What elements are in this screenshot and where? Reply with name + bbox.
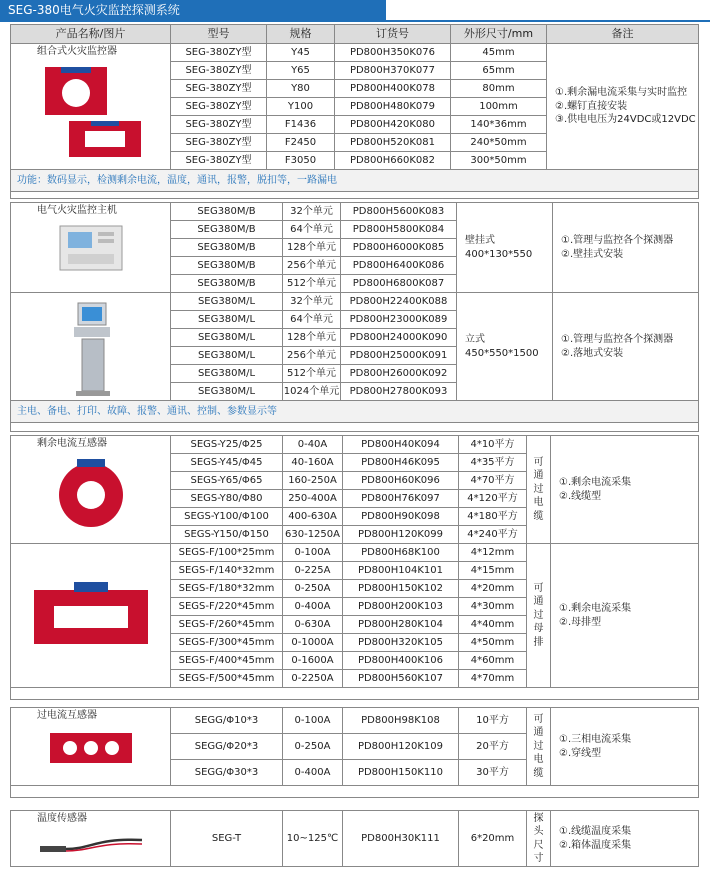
model-cell: SEG-T (171, 811, 283, 867)
dimension-cell: 80mm (451, 80, 547, 98)
spec-cell: 64个单元 (283, 311, 341, 329)
spacer-cell (11, 688, 699, 700)
dimension-cell: 4*60mm (459, 652, 527, 670)
order-no-cell: PD800H24000K090 (341, 329, 457, 347)
spec-cell: F1436 (267, 116, 335, 134)
remark-line: ①.剩余电流采集 (559, 603, 632, 614)
model-cell: SEGS-Y100/Φ100 (171, 508, 283, 526)
vertical-label-cell (527, 544, 551, 688)
order-no-cell: PD800H22400K088 (341, 293, 457, 311)
order-no-cell: PD800H150K110 (343, 760, 459, 786)
temp-sensor-image (36, 830, 146, 860)
order-no-cell: PD800H46K095 (343, 454, 459, 472)
order-no-cell: PD800H6400K086 (341, 257, 457, 275)
order-no-cell: PD800H150K102 (343, 580, 459, 598)
remark-line: ②.壁挂式安装 (561, 248, 624, 260)
model-cell: SEG380M/B (171, 221, 283, 239)
category-label: 剩余电流互感器 (37, 438, 107, 449)
model-cell: SEG-380ZY型 (171, 44, 267, 62)
spec-cell: 128个单元 (283, 239, 341, 257)
vertical-label: 可通过电缆 (533, 456, 544, 522)
order-no-cell: PD800H420K080 (335, 116, 451, 134)
dimension-cell: 6*20mm (459, 811, 527, 867)
ring-ct-image (55, 455, 127, 535)
model-cell: SEG380M/B (171, 203, 283, 221)
dimension-cell: 4*120平方 (459, 490, 527, 508)
order-no-cell: PD800H6800K087 (341, 275, 457, 293)
dimension-size: 400*130*550 (465, 248, 533, 260)
vertical-label-cell (527, 708, 551, 786)
spec-cell: 0-1600A (283, 652, 343, 670)
order-no-cell: PD800H200K103 (343, 598, 459, 616)
vertical-label-cell (527, 811, 551, 867)
header-dimension: 外形尺寸/mm (451, 25, 547, 44)
dimension-cell: 30平方 (459, 760, 527, 786)
spec-cell: 0-225A (283, 562, 343, 580)
vertical-label: 探头尺寸 (533, 812, 544, 864)
order-no-cell: PD800H660K082 (335, 152, 451, 170)
order-no-cell: PD800H560K107 (343, 670, 459, 688)
dimension-cell: 4*240平方 (459, 526, 527, 544)
remark-line: ①.管理与监控各个探测器 (561, 235, 674, 246)
remark-line: ②.箱体温度采集 (559, 839, 632, 851)
model-cell: SEGS-F/100*25mm (171, 544, 283, 562)
model-cell: SEG-380ZY型 (171, 152, 267, 170)
spacer-row (11, 192, 699, 199)
order-no-cell: PD800H104K101 (343, 562, 459, 580)
model-cell: SEG380M/L (171, 329, 283, 347)
spec-cell: 0-40A (283, 436, 343, 454)
spec-cell: 0-2250A (283, 670, 343, 688)
category-label: 过电流互感器 (37, 710, 97, 721)
spec-cell: Y80 (267, 80, 335, 98)
model-cell: SEGS-F/260*45mm (171, 616, 283, 634)
spec-cell: 256个单元 (283, 347, 341, 365)
order-no-cell: PD800H350K076 (335, 44, 451, 62)
table-row (11, 544, 699, 562)
spec-cell: 0-400A (283, 598, 343, 616)
spec-cell: 630-1250A (283, 526, 343, 544)
page-title: SEG-380电气火灾监控探测系统 (0, 0, 386, 20)
table-section-4 (10, 707, 699, 798)
product-cell-host (11, 203, 171, 293)
spec-cell: 0-100A (283, 708, 343, 734)
header-spec: 规格 (267, 25, 335, 44)
table-row (11, 811, 699, 867)
dimension-size: 450*550*1500 (465, 347, 539, 359)
order-no-cell: PD800H98K108 (343, 708, 459, 734)
dimension-type: 立式 (465, 334, 485, 345)
spec-cell: 0-250A (283, 734, 343, 760)
table-row (11, 708, 699, 734)
order-no-cell: PD800H60K096 (343, 472, 459, 490)
order-no-cell: PD800H25000K091 (341, 347, 457, 365)
model-cell: SEGS-F/140*32mm (171, 562, 283, 580)
spec-cell: 64个单元 (283, 221, 341, 239)
vertical-label: 可通过电缆 (533, 713, 544, 779)
remark-cell (551, 708, 699, 786)
order-no-cell: PD800H26000K092 (341, 365, 457, 383)
model-cell: SEG380M/L (171, 365, 283, 383)
model-cell: SEG-380ZY型 (171, 134, 267, 152)
remark-cell (553, 203, 699, 293)
dimension-cell: 65mm (451, 62, 547, 80)
spec-cell: 400-630A (283, 508, 343, 526)
model-cell: SEGS-Y80/Φ80 (171, 490, 283, 508)
remark-line: ②.母排型 (559, 616, 602, 628)
remark-cell (553, 293, 699, 401)
dimension-cell (457, 203, 553, 293)
combined-monitor-image (31, 63, 151, 163)
spec-cell: 250-400A (283, 490, 343, 508)
remark-cell (547, 44, 699, 170)
table-section-2 (10, 202, 699, 432)
model-cell: SEG380M/L (171, 293, 283, 311)
spec-cell: F2450 (267, 134, 335, 152)
spec-cell: 40-160A (283, 454, 343, 472)
feature-row (11, 170, 699, 192)
spec-cell: F3050 (267, 152, 335, 170)
spacer-cell (11, 192, 699, 199)
model-cell: SEGS-F/300*45mm (171, 634, 283, 652)
order-no-cell: PD800H5800K084 (341, 221, 457, 239)
dimension-cell: 140*36mm (451, 116, 547, 134)
order-no-cell: PD800H280K104 (343, 616, 459, 634)
order-no-cell: PD800H5600K083 (341, 203, 457, 221)
category-label: 电气火灾监控主机 (37, 205, 117, 216)
spec-cell: 10~125℃ (283, 811, 343, 867)
model-cell: SEGG/Φ30*3 (171, 760, 283, 786)
dimension-cell: 4*70mm (459, 670, 527, 688)
product-cell-residual-ct (11, 436, 171, 544)
spacer-cell (11, 786, 699, 798)
remark-line: ②.线缆型 (559, 490, 602, 502)
model-cell: SEG-380ZY型 (171, 98, 267, 116)
product-cell-busbar-ct (11, 544, 171, 688)
order-no-cell: PD800H370K077 (335, 62, 451, 80)
dimension-cell: 300*50mm (451, 152, 547, 170)
product-cell-floor-host (11, 293, 171, 401)
spacer-row (11, 688, 699, 700)
order-no-cell: PD800H400K078 (335, 80, 451, 98)
remark-line: ①.剩余电流采集 (559, 477, 632, 488)
table-section-3 (10, 435, 699, 700)
spec-cell: 0-400A (283, 760, 343, 786)
three-hole-ct-image (46, 727, 136, 767)
spec-cell: 256个单元 (283, 257, 341, 275)
dimension-cell: 4*15mm (459, 562, 527, 580)
remark-line: ①.三相电流采集 (559, 734, 632, 745)
spec-cell: 128个单元 (283, 329, 341, 347)
spec-cell: Y45 (267, 44, 335, 62)
dimension-cell: 4*30mm (459, 598, 527, 616)
product-cell-monitor (11, 44, 171, 170)
spec-cell: 0-250A (283, 580, 343, 598)
model-cell: SEGS-F/500*45mm (171, 670, 283, 688)
spec-cell: Y100 (267, 98, 335, 116)
dimension-cell: 100mm (451, 98, 547, 116)
model-cell: SEGS-F/220*45mm (171, 598, 283, 616)
dimension-cell: 4*20mm (459, 580, 527, 598)
order-no-cell: PD800H40K094 (343, 436, 459, 454)
dimension-cell: 4*180平方 (459, 508, 527, 526)
model-cell: SEGS-F/180*32mm (171, 580, 283, 598)
table-section-1 (10, 24, 699, 199)
order-no-cell: PD800H120K099 (343, 526, 459, 544)
category-label: 温度传感器 (37, 813, 87, 824)
model-cell: SEGS-Y150/Φ150 (171, 526, 283, 544)
order-no-cell: PD800H27800K093 (341, 383, 457, 401)
dimension-type: 壁挂式 (465, 235, 495, 246)
header-model: 型号 (171, 25, 267, 44)
dimension-cell: 10平方 (459, 708, 527, 734)
table-row (11, 44, 699, 62)
order-no-cell: PD800H320K105 (343, 634, 459, 652)
model-cell: SEG-380ZY型 (171, 62, 267, 80)
model-cell: SEG380M/L (171, 383, 283, 401)
spacer-cell (11, 423, 699, 432)
product-cell-overcurrent-ct (11, 708, 171, 786)
model-cell: SEG380M/B (171, 239, 283, 257)
model-cell: SEG380M/B (171, 275, 283, 293)
model-cell: SEG380M/L (171, 347, 283, 365)
order-no-cell: PD800H400K106 (343, 652, 459, 670)
spec-cell: 160-250A (283, 472, 343, 490)
table-header-row (11, 25, 699, 44)
model-cell: SEGS-Y65/Φ65 (171, 472, 283, 490)
table-section-5 (10, 810, 699, 867)
model-cell: SEGG/Φ20*3 (171, 734, 283, 760)
remark-cell (551, 811, 699, 867)
model-cell: SEGG/Φ10*3 (171, 708, 283, 734)
feature-text: 功能：数码显示，检测剩余电流，温度，通讯，报警，脱扣等，一路漏电 (11, 170, 699, 192)
order-no-cell: PD800H23000K089 (341, 311, 457, 329)
order-no-cell: PD800H90K098 (343, 508, 459, 526)
remark-line: ②.穿线型 (559, 747, 602, 759)
table-row (11, 293, 699, 311)
spec-cell: 512个单元 (283, 275, 341, 293)
spec-cell: 0-100A (283, 544, 343, 562)
table-row (11, 436, 699, 454)
dimension-cell: 4*50mm (459, 634, 527, 652)
spec-cell: 32个单元 (283, 293, 341, 311)
remark-line: ①.线缆温度采集 (559, 826, 632, 837)
header-product: 产品名称/图片 (11, 25, 171, 44)
model-cell: SEG380M/B (171, 257, 283, 275)
header-order-no: 订货号 (335, 25, 451, 44)
vertical-label-cell (527, 436, 551, 544)
dimension-cell: 4*40mm (459, 616, 527, 634)
order-no-cell: PD800H30K111 (343, 811, 459, 867)
remark-line: ①.剩余漏电流采集与实时监控 (555, 87, 688, 99)
spacer-row (11, 786, 699, 798)
dimension-cell (457, 293, 553, 401)
floor-host-image (56, 299, 126, 399)
spec-cell: 32个单元 (283, 203, 341, 221)
title-rule (0, 20, 710, 22)
remark-line: ③.供电电压为24VDC或12VDC (555, 114, 696, 126)
order-no-cell: PD800H6000K085 (341, 239, 457, 257)
dimension-cell: 20平方 (459, 734, 527, 760)
model-cell: SEGS-F/400*45mm (171, 652, 283, 670)
model-cell: SEGS-Y45/Φ45 (171, 454, 283, 472)
order-no-cell: PD800H120K109 (343, 734, 459, 760)
feature-row (11, 401, 699, 423)
spec-cell: 512个单元 (283, 365, 341, 383)
busbar-ct-image (26, 574, 156, 654)
dimension-cell: 240*50mm (451, 134, 547, 152)
spec-cell: 0-1000A (283, 634, 343, 652)
order-no-cell: PD800H76K097 (343, 490, 459, 508)
vertical-label: 可通过母排 (533, 582, 544, 648)
table-row (11, 203, 699, 221)
feature-text: 主电、备电、打印、故障、报警、通讯、控制、参数显示等 (11, 401, 699, 423)
model-cell: SEG-380ZY型 (171, 116, 267, 134)
order-no-cell: PD800H68K100 (343, 544, 459, 562)
dimension-cell: 4*35平方 (459, 454, 527, 472)
dimension-cell: 4*70平方 (459, 472, 527, 490)
model-cell: SEG-380ZY型 (171, 80, 267, 98)
model-cell: SEG380M/L (171, 311, 283, 329)
order-no-cell: PD800H520K081 (335, 134, 451, 152)
model-cell: SEGS-Y25/Φ25 (171, 436, 283, 454)
spec-cell: 0-630A (283, 616, 343, 634)
dimension-cell: 45mm (451, 44, 547, 62)
product-cell-temp-sensor (11, 811, 171, 867)
dimension-cell: 4*10平方 (459, 436, 527, 454)
remark-line: ②.落地式安装 (561, 347, 624, 359)
category-label: 组合式火灾监控器 (37, 46, 117, 57)
remark-cell (551, 544, 699, 688)
spec-cell: 1024个单元 (283, 383, 341, 401)
spec-cell: Y65 (267, 62, 335, 80)
remark-line: ①.管理与监控各个探测器 (561, 334, 674, 345)
remark-cell (551, 436, 699, 544)
spacer-row (11, 423, 699, 432)
header-remark: 备注 (547, 25, 699, 44)
remark-line: ②.螺钉直接安装 (555, 100, 628, 112)
dimension-cell: 4*12mm (459, 544, 527, 562)
order-no-cell: PD800H480K079 (335, 98, 451, 116)
wall-host-image (56, 222, 126, 274)
